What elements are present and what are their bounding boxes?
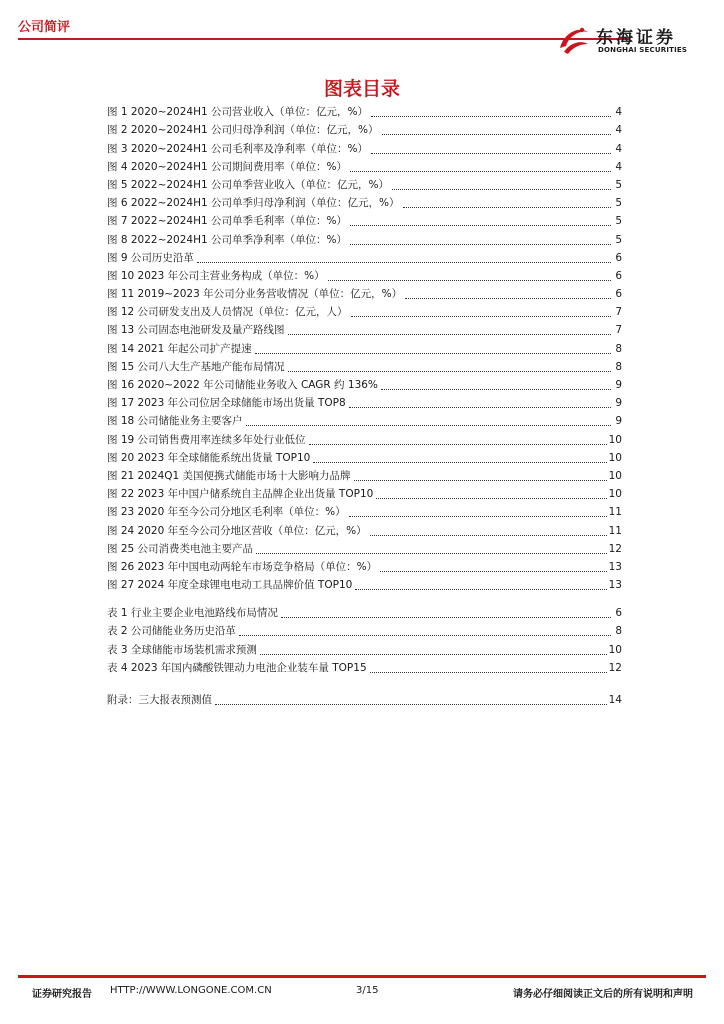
- dot-leader: [256, 552, 607, 554]
- logo-emblem-icon: [556, 22, 592, 58]
- toc-entry-page: 11: [608, 506, 622, 519]
- toc-table-entry[interactable]: [107, 622, 622, 640]
- toc-entry-page: 5: [615, 215, 622, 228]
- toc-entry-page: 7: [615, 306, 622, 319]
- toc-entry-page: 4: [615, 124, 622, 137]
- toc-figure-entry[interactable]: [107, 430, 622, 448]
- dot-leader: [255, 352, 611, 354]
- dot-leader: [281, 616, 611, 618]
- toc-entry-label: 图 20 2023 年全球储能系统出货量 TOP10: [107, 451, 311, 464]
- toc-entry-label: 图 23 2020 年至今公司分地区毛利率（单位：%）: [107, 506, 346, 519]
- dot-leader: [350, 170, 611, 172]
- toc-figure-entry[interactable]: [107, 576, 622, 594]
- toc-entry-page: 5: [615, 178, 622, 191]
- toc-figure-entry[interactable]: [107, 230, 622, 248]
- dot-leader: [288, 370, 611, 372]
- toc-entry-page: 5: [615, 233, 622, 246]
- toc-entry-label: 图 25 公司消费类电池主要产品: [107, 542, 254, 555]
- toc-entry-page: 9: [615, 415, 622, 428]
- footer-disclaimer: 请务必仔细阅读正文后的所有说明和声明: [513, 989, 693, 1000]
- toc-table-entry[interactable]: [107, 640, 622, 658]
- toc-figure-entry[interactable]: [107, 321, 622, 339]
- dot-leader: [392, 188, 611, 190]
- toc-figure-entry[interactable]: [107, 121, 622, 139]
- toc-figure-entry[interactable]: [107, 540, 622, 558]
- dot-leader: [239, 634, 611, 636]
- toc-figure-entry[interactable]: [107, 358, 622, 376]
- dot-leader: [354, 479, 607, 481]
- dot-leader: [381, 388, 611, 390]
- toc-entry-label: 图 24 2020 年至今公司分地区营收（单位：亿元，%）: [107, 524, 367, 537]
- toc-entry-page: 6: [615, 607, 622, 620]
- toc-entry-page: 8: [615, 360, 622, 373]
- toc-entry-label: 图 5 2022~2024H1 公司单季营业收入（单位：亿元，%）: [107, 178, 389, 191]
- toc-appendix-entry[interactable]: [107, 691, 622, 709]
- toc-entry-label: 图 27 2024 年度全球锂电电动工具品牌价值 TOP10: [107, 579, 353, 592]
- toc-entry-label: 图 6 2022~2024H1 公司单季归母净利润（单位：亿元，%）: [107, 197, 400, 210]
- toc-entry-label: 图 15 公司八大生产基地产能布局情况: [107, 360, 285, 373]
- toc-entry-page: 9: [615, 397, 622, 410]
- dot-leader: [351, 315, 611, 317]
- dot-leader: [382, 133, 612, 135]
- toc-figure-entry[interactable]: [107, 194, 622, 212]
- toc-entry-label: 图 14 2021 年起公司扩产提速: [107, 342, 252, 355]
- dot-leader: [376, 497, 606, 499]
- toc-entry-page: 7: [615, 324, 622, 337]
- toc-entry-page: 13: [608, 579, 622, 592]
- toc-entry-page: 10: [608, 451, 622, 464]
- toc-entry-label: 图 19 公司销售费用率连续多年处行业低位: [107, 433, 306, 446]
- toc-entry-label: 图 18 公司储能业务主要客户: [107, 415, 243, 428]
- dot-leader: [309, 443, 607, 445]
- dot-leader: [350, 243, 611, 245]
- dot-leader: [288, 333, 611, 335]
- dot-leader: [260, 653, 607, 655]
- toc-entry-label: 图 26 2023 年中国电动两轮车市场竞争格局（单位：%）: [107, 560, 378, 573]
- toc-entry-label: 表 4 2023 年国内磷酸铁锂动力电池企业装车量 TOP15: [107, 661, 367, 674]
- toc-figure-entry[interactable]: [107, 212, 622, 230]
- toc-figure-entry[interactable]: [107, 139, 622, 157]
- toc-figure-entry[interactable]: [107, 376, 622, 394]
- header-category-tag: 公司简评: [18, 20, 71, 35]
- toc-entry-label: 表 3 全球储能市场装机需求预测: [107, 643, 257, 656]
- toc-figure-entry[interactable]: [107, 394, 622, 412]
- toc-entry-page: 8: [615, 625, 622, 638]
- dot-leader: [370, 534, 607, 536]
- toc-entry-page: 6: [615, 251, 622, 264]
- toc-entry-page: 13: [608, 560, 622, 573]
- toc-entry-page: 4: [615, 142, 622, 155]
- toc-entry-label: 图 12 公司研发支出及人员情况（单位：亿元，人）: [107, 306, 348, 319]
- toc-entry-page: 4: [615, 106, 622, 119]
- toc-entry-page: 10: [608, 469, 622, 482]
- table-of-figures: [107, 103, 622, 709]
- dot-leader: [246, 424, 611, 426]
- header-divider: [18, 38, 630, 40]
- logo-name-en: DONGHAI SECURITIES: [598, 46, 688, 54]
- toc-table-entry[interactable]: [107, 659, 622, 677]
- appendix-list: [107, 691, 622, 709]
- toc-entry-label: 图 2 2020~2024H1 公司归母净利润（单位：亿元，%）: [107, 124, 379, 137]
- toc-figure-entry[interactable]: [107, 412, 622, 430]
- dot-leader: [405, 297, 611, 299]
- toc-entry-page: 11: [608, 524, 622, 537]
- dot-leader: [371, 115, 611, 117]
- toc-figure-entry[interactable]: [107, 176, 622, 194]
- toc-entry-page: 6: [615, 269, 622, 282]
- toc-entry-page: 9: [615, 379, 622, 391]
- dot-leader: [349, 406, 611, 408]
- toc-entry-page: 10: [608, 433, 622, 446]
- toc-figure-entry[interactable]: [107, 449, 622, 467]
- dot-leader: [215, 703, 607, 705]
- dot-leader: [197, 261, 611, 263]
- toc-figure-entry[interactable]: [107, 467, 622, 485]
- table-list: [107, 604, 622, 677]
- toc-figure-entry[interactable]: [107, 339, 622, 357]
- toc-entry-label: 图 4 2020~2024H1 公司期间费用率（单位：%）: [107, 160, 347, 173]
- toc-entry-label: 图 13 公司固态电池研发及量产路线图: [107, 324, 285, 337]
- toc-figure-entry[interactable]: [107, 485, 622, 503]
- toc-entry-label: 表 2 公司储能业务历史沿革: [107, 625, 236, 638]
- toc-figure-entry[interactable]: [107, 285, 622, 303]
- toc-entry-label: 图 1 2020~2024H1 公司营业收入（单位：亿元，%）: [107, 106, 368, 119]
- toc-figure-entry[interactable]: [107, 558, 622, 576]
- toc-entry-page: 12: [608, 542, 622, 555]
- dot-leader: [313, 461, 606, 463]
- toc-entry-label: 图 22 2023 年中国户储系统自主品牌企业出货量 TOP10: [107, 488, 374, 501]
- page-title: 图表目录: [323, 78, 400, 100]
- figure-list: [107, 103, 622, 594]
- logo-name-cn: 东海证券: [596, 28, 676, 48]
- toc-entry-page: 10: [608, 488, 622, 501]
- toc-entry-label: 图 21 2024Q1 美国便携式储能市场十大影响力品牌: [107, 469, 351, 482]
- dot-leader: [328, 279, 611, 281]
- toc-table-entry[interactable]: [107, 604, 622, 622]
- toc-figure-entry[interactable]: [107, 521, 622, 539]
- toc-entry-label: 图 8 2022~2024H1 公司单季净利率（单位：%）: [107, 233, 347, 246]
- footer-website-link[interactable]: HTTP://WWW.LONGONE.COM.CN: [110, 985, 272, 996]
- dot-leader: [355, 588, 606, 590]
- toc-entry-page: 4: [615, 160, 622, 173]
- toc-figure-entry[interactable]: [107, 249, 622, 267]
- toc-entry-label: 图 3 2020~2024H1 公司毛利率及净利率（单位：%）: [107, 142, 368, 155]
- toc-figure-entry[interactable]: [107, 267, 622, 285]
- toc-entry-page: 14: [608, 694, 622, 706]
- footer-report-type: 证券研究报告: [32, 989, 92, 1000]
- toc-entry-label: 图 10 2023 年公司主营业务构成（单位：%）: [107, 269, 325, 282]
- toc-entry-page: 12: [608, 661, 622, 674]
- toc-entry-page: 5: [615, 197, 622, 210]
- toc-entry-label: 图 17 2023 年公司位居全球储能市场出货量 TOP8: [107, 397, 346, 410]
- toc-entry-page: 6: [615, 288, 622, 301]
- toc-entry-label: 图 7 2022~2024H1 公司单季毛利率（单位：%）: [107, 215, 347, 228]
- toc-figure-entry[interactable]: [107, 103, 622, 121]
- toc-figure-entry[interactable]: [107, 303, 622, 321]
- dot-leader: [403, 206, 612, 208]
- toc-entry-label: 图 11 2019~2023 年公司分业务营收情况（单位：亿元，%）: [107, 288, 403, 301]
- toc-entry-label: 图 9 公司历史沿革: [107, 251, 194, 264]
- toc-entry-label: 附录：三大报表预测值: [107, 694, 212, 706]
- toc-entry-label: 表 1 行业主要企业电池路线布局情况: [107, 607, 278, 620]
- toc-figure-entry[interactable]: [107, 503, 622, 521]
- toc-entry-page: 8: [615, 342, 622, 355]
- toc-entry-label: 图 16 2020~2022 年公司储能业务收入 CAGR 约 136%: [107, 379, 378, 391]
- dot-leader: [350, 224, 611, 226]
- toc-entry-page: 10: [608, 643, 622, 656]
- footer-page-number: 3/15: [356, 985, 379, 996]
- dot-leader: [349, 515, 607, 517]
- dot-leader: [370, 671, 607, 673]
- company-logo: [556, 22, 708, 58]
- footer-divider: [18, 975, 706, 978]
- toc-figure-entry[interactable]: [107, 158, 622, 176]
- dot-leader: [380, 570, 607, 572]
- dot-leader: [371, 152, 611, 154]
